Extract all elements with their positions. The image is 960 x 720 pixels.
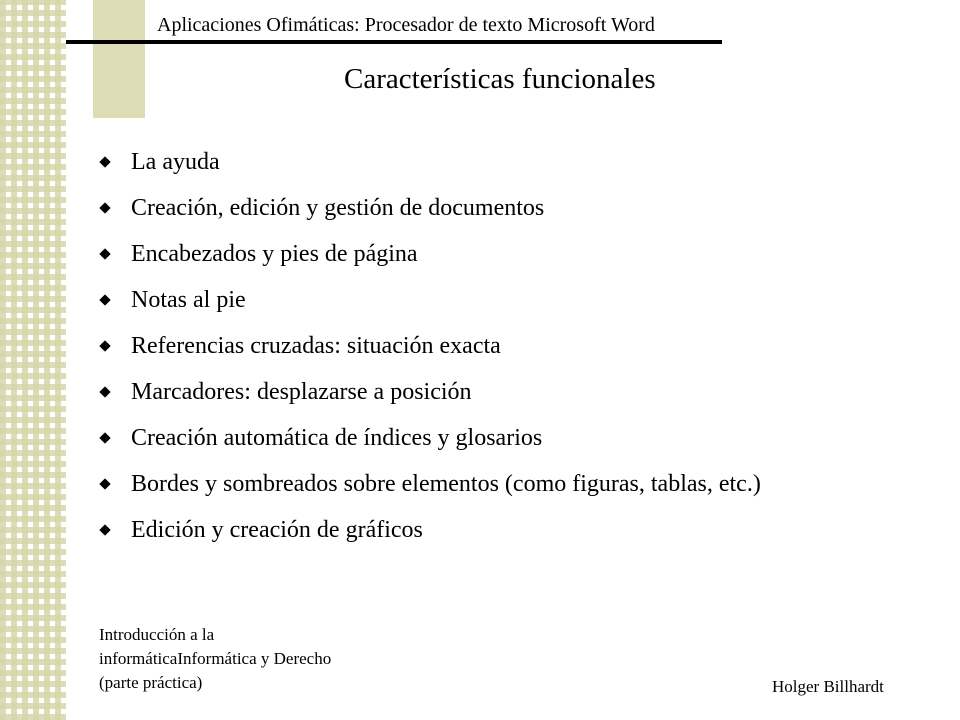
bullet-item [98, 423, 928, 454]
bullet-item [98, 285, 928, 316]
bullet-list [98, 147, 928, 561]
footer-course-info [99, 623, 419, 695]
bullet-item [98, 147, 928, 178]
diamond-bullet-icon [99, 156, 110, 167]
diamond-bullet-icon [99, 524, 110, 535]
diamond-bullet-icon [99, 432, 110, 443]
bullet-item [98, 193, 928, 224]
bullet-item [98, 515, 928, 546]
bullet-text: Encabezados y pies de página [131, 241, 418, 267]
bullet-text: Creación automática de índices y glosarios [131, 425, 543, 451]
diamond-bullet-icon [99, 248, 110, 259]
diamond-bullet-icon [99, 478, 110, 489]
bullet-item [98, 469, 928, 500]
bullet-item [98, 331, 928, 362]
bullet-text: La ayuda [131, 149, 220, 175]
header-divider [66, 40, 722, 44]
bullet-text: Creación, edición y gestión de documentos [131, 195, 545, 221]
course-title: Aplicaciones Ofimáticas: Procesador de texto Microsoft Word [157, 14, 655, 36]
diamond-bullet-icon [99, 386, 110, 397]
footer-line: informáticaInformática y Derecho [99, 649, 332, 668]
footer-line: Introducción a la [99, 625, 215, 644]
slide-title: Características funcionales [344, 63, 656, 95]
bullet-text: Marcadores: desplazarse a posición [131, 379, 472, 405]
bullet-item [98, 239, 928, 270]
bullet-item [98, 377, 928, 408]
footer-line: (parte práctica) [99, 673, 203, 692]
footer-author: Holger Billhardt [772, 677, 884, 696]
diamond-bullet-icon [99, 202, 110, 213]
decorative-pattern-strip [0, 0, 66, 720]
diamond-bullet-icon [99, 294, 110, 305]
diamond-bullet-icon [99, 340, 110, 351]
bullet-text: Referencias cruzadas: situación exacta [131, 333, 501, 359]
bullet-text: Notas al pie [131, 287, 246, 313]
bullet-text: Bordes y sombreados sobre elementos (como figuras, tablas, etc.) [131, 471, 761, 497]
header-accent-block [93, 0, 145, 118]
bullet-text: Edición y creación de gráficos [131, 517, 423, 543]
